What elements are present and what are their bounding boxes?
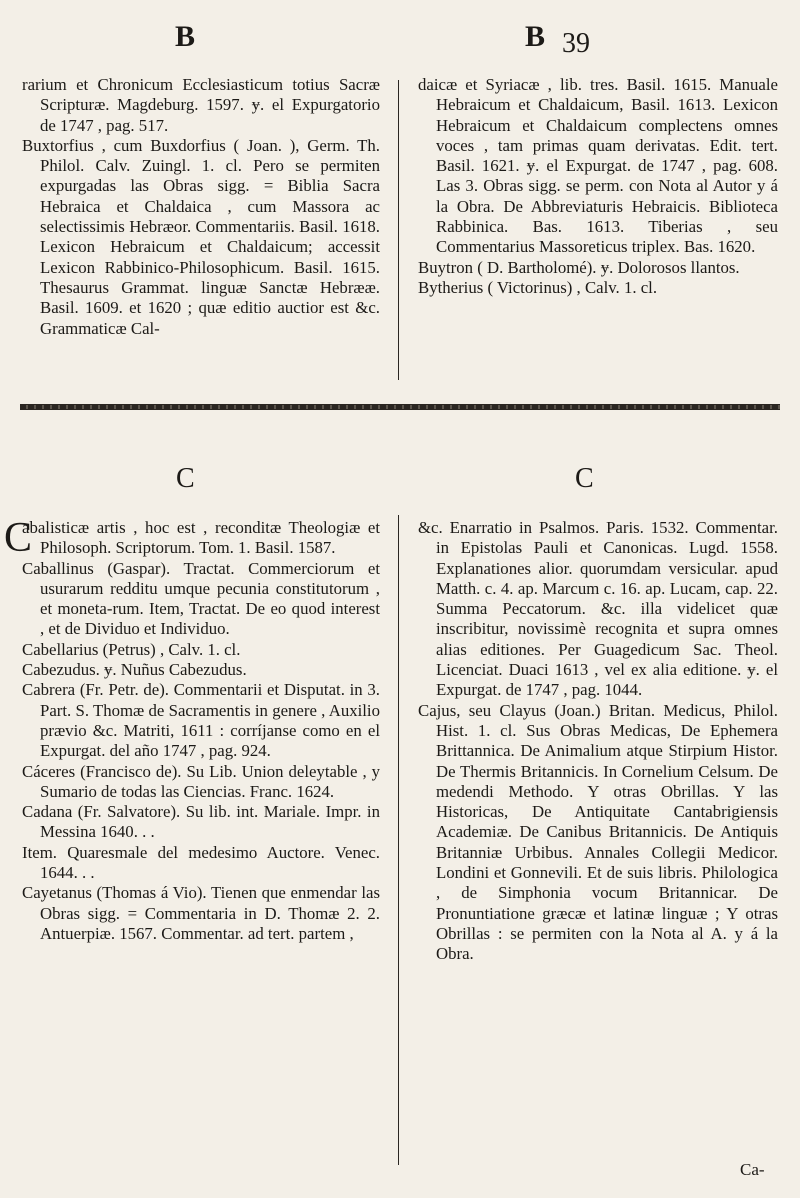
top-right-column (418, 75, 778, 298)
entry-text: abalisticæ artis , hoc est , reconditæ Theologiæ et Philosoph. Scriptorum. Tom. 1. Basil. 1587. (22, 518, 380, 558)
entry-bottom-right-1: Cajus, seu Clayus (Joan.) Britan. Medicus, Philol. Hist. 1. cl. Sus Obras Medicas, De Ephemera Brittannica. De Animalium atque Stirpium Histor. De Thermis Britannicis. In Cornelium Celsum. De medendi Methodo. Y otras Obrillas. Y las Historicas, De Antiquitate Cantabrigiensis Academiæ. De Canibus Britannicis. De Antiquis Britanniæ Urbibus. Annales Collegii Medicor. Londini et Gonnevili. Et de suis libris. Philologica , de Simphonia vocum Britannicar. De Pronuntiatione græcæ et latinæ linguæ ; Y otras Obrillas : se permiten con la Nota al A. y á la Obra. (418, 700, 778, 964)
page-number: 39 (562, 28, 590, 59)
entry-top-right-1: Buytron ( D. Bartholomé). ɏ. Dolorosos llantos. (418, 257, 740, 277)
entry-bottom-left-0 (4, 515, 380, 561)
bottom-left-column (4, 515, 380, 944)
section-letter-right: C (575, 463, 594, 494)
bottom-right-column (418, 518, 778, 965)
column-rule-top (398, 80, 399, 380)
section-letter-left: C (176, 463, 195, 494)
entry-bottom-left-3: Cabezudus. ɏ. Nuñus Cabezudus. (22, 660, 247, 680)
entry-bottom-left-7: Item. Quaresmale del medesimo Auctore. Venec. 1644. . . (22, 842, 380, 883)
top-left-column (22, 75, 380, 339)
entry-bottom-left-1: Caballinus (Gaspar). Tractat. Commerciorum et usurarum redditu umque pecunia constitutorum , et moneta-rum. Item, Tractat. De eo quod interest , et de Dividuo et Individuo. (22, 558, 380, 639)
entry-top-right-2: Bytherius ( Victorinus) , Calv. 1. cl. (418, 277, 658, 297)
entry-top-right-0: daicæ et Syriacæ , lib. tres. Basil. 1615. Manuale Hebraicum et Chaldaicum, Basil. 1613. Lexicon Hebraicum et Chaldaicum complectens omnes voces , tam primas quam derivatas. Edit. tert. Basil. 1621. ɏ. el Expurgat. de 1747 , pag. 608. Las 3. Obras sigg. se perm. con Nota al Autor y á la Obra. De Abbreviaturis Hebraicis. Biblioteca Rabbinica. Bas. 1613. Tiberias , seu Commentarius Massoreticus triplex. Bas. 1620. (418, 75, 778, 257)
signature-mark-left: B (175, 20, 196, 53)
entry-bottom-left-2: Cabellarius (Petrus) , Calv. 1. cl. (22, 639, 241, 659)
entry-bottom-left-4: Cabrera (Fr. Petr. de). Commentarii et Disputat. in 3. Part. S. Thomæ de Sacramentis in genere , Auxilio prævio &c. Matriti, 1611 : corríjanse como en el Expurgat. del año 1747 , pag. 924. (22, 680, 380, 761)
entry-top-left-0: rarium et Chronicum Ecclesiasticum totius Sacræ Scripturæ. Magdeburg. 1597. ɏ. el Expurgatorio de 1747 , pag. 517. (22, 75, 380, 135)
entry-bottom-right-0: &c. Enarratio in Psalmos. Paris. 1532. Commentar. in Epistolas Pauli et Canonicas. Lugd. 1558. Explanationes alior. quorumdam versicular. apud Matth. c. 4. ap. Marcum c. 16. ap. Lucam, cap. 22. Summa Peccatorum. &c. illa videlicet quæ inscribitur, novissimè recognita et supra omnes alias editiones. Per Guagedicum Sac. Theol. Licenciat. Duaci 1613 , vel ex alia editione. ɏ. el Expurgat. de 1747 , pag. 1044. (418, 518, 778, 700)
entry-top-left-1: Buxtorfius , cum Buxdorfius ( Joan. ), Germ. Th. Philol. Calv. Zuingl. 1. cl. Pero se permiten expurgadas las Obras sigg. = Biblia Sacra Hebraica et Chaldaica , cum Massora ac selectissimis Hebræor. Commentariis. Basil. 1618. Lexicon Hebraicum et Chaldaicum; accessit Lexicon Rabbinico-Philosophicum. Basil. 1615. Thesaurus Grammat. linguæ Sanctæ Hebrææ. Basil. 1609. et 1620 ; quæ editio auctior est &c. Grammaticæ Cal- (22, 135, 380, 338)
entry-bottom-left-8: Cayetanus (Thomas á Vio). Tienen que enmendar las Obras sigg. = Commentaria in D. Thomæ 2. 2. Antuerpiæ. 1567. Commentar. ad tert. partem , (22, 883, 380, 943)
signature-mark-right: B (525, 20, 546, 53)
drop-cap: C (4, 515, 33, 561)
entry-bottom-left-5: Cáceres (Francisco de). Su Lib. Union deleytable , y Sumario de todas las Ciencias. Franc. 1624. (22, 761, 380, 801)
section-divider (20, 404, 780, 410)
catchword: Ca- (740, 1160, 765, 1179)
column-rule-bottom (398, 515, 399, 1165)
entry-bottom-left-6: Cadana (Fr. Salvatore). Su lib. int. Mariale. Impr. in Messina 1640. . . (22, 802, 380, 842)
